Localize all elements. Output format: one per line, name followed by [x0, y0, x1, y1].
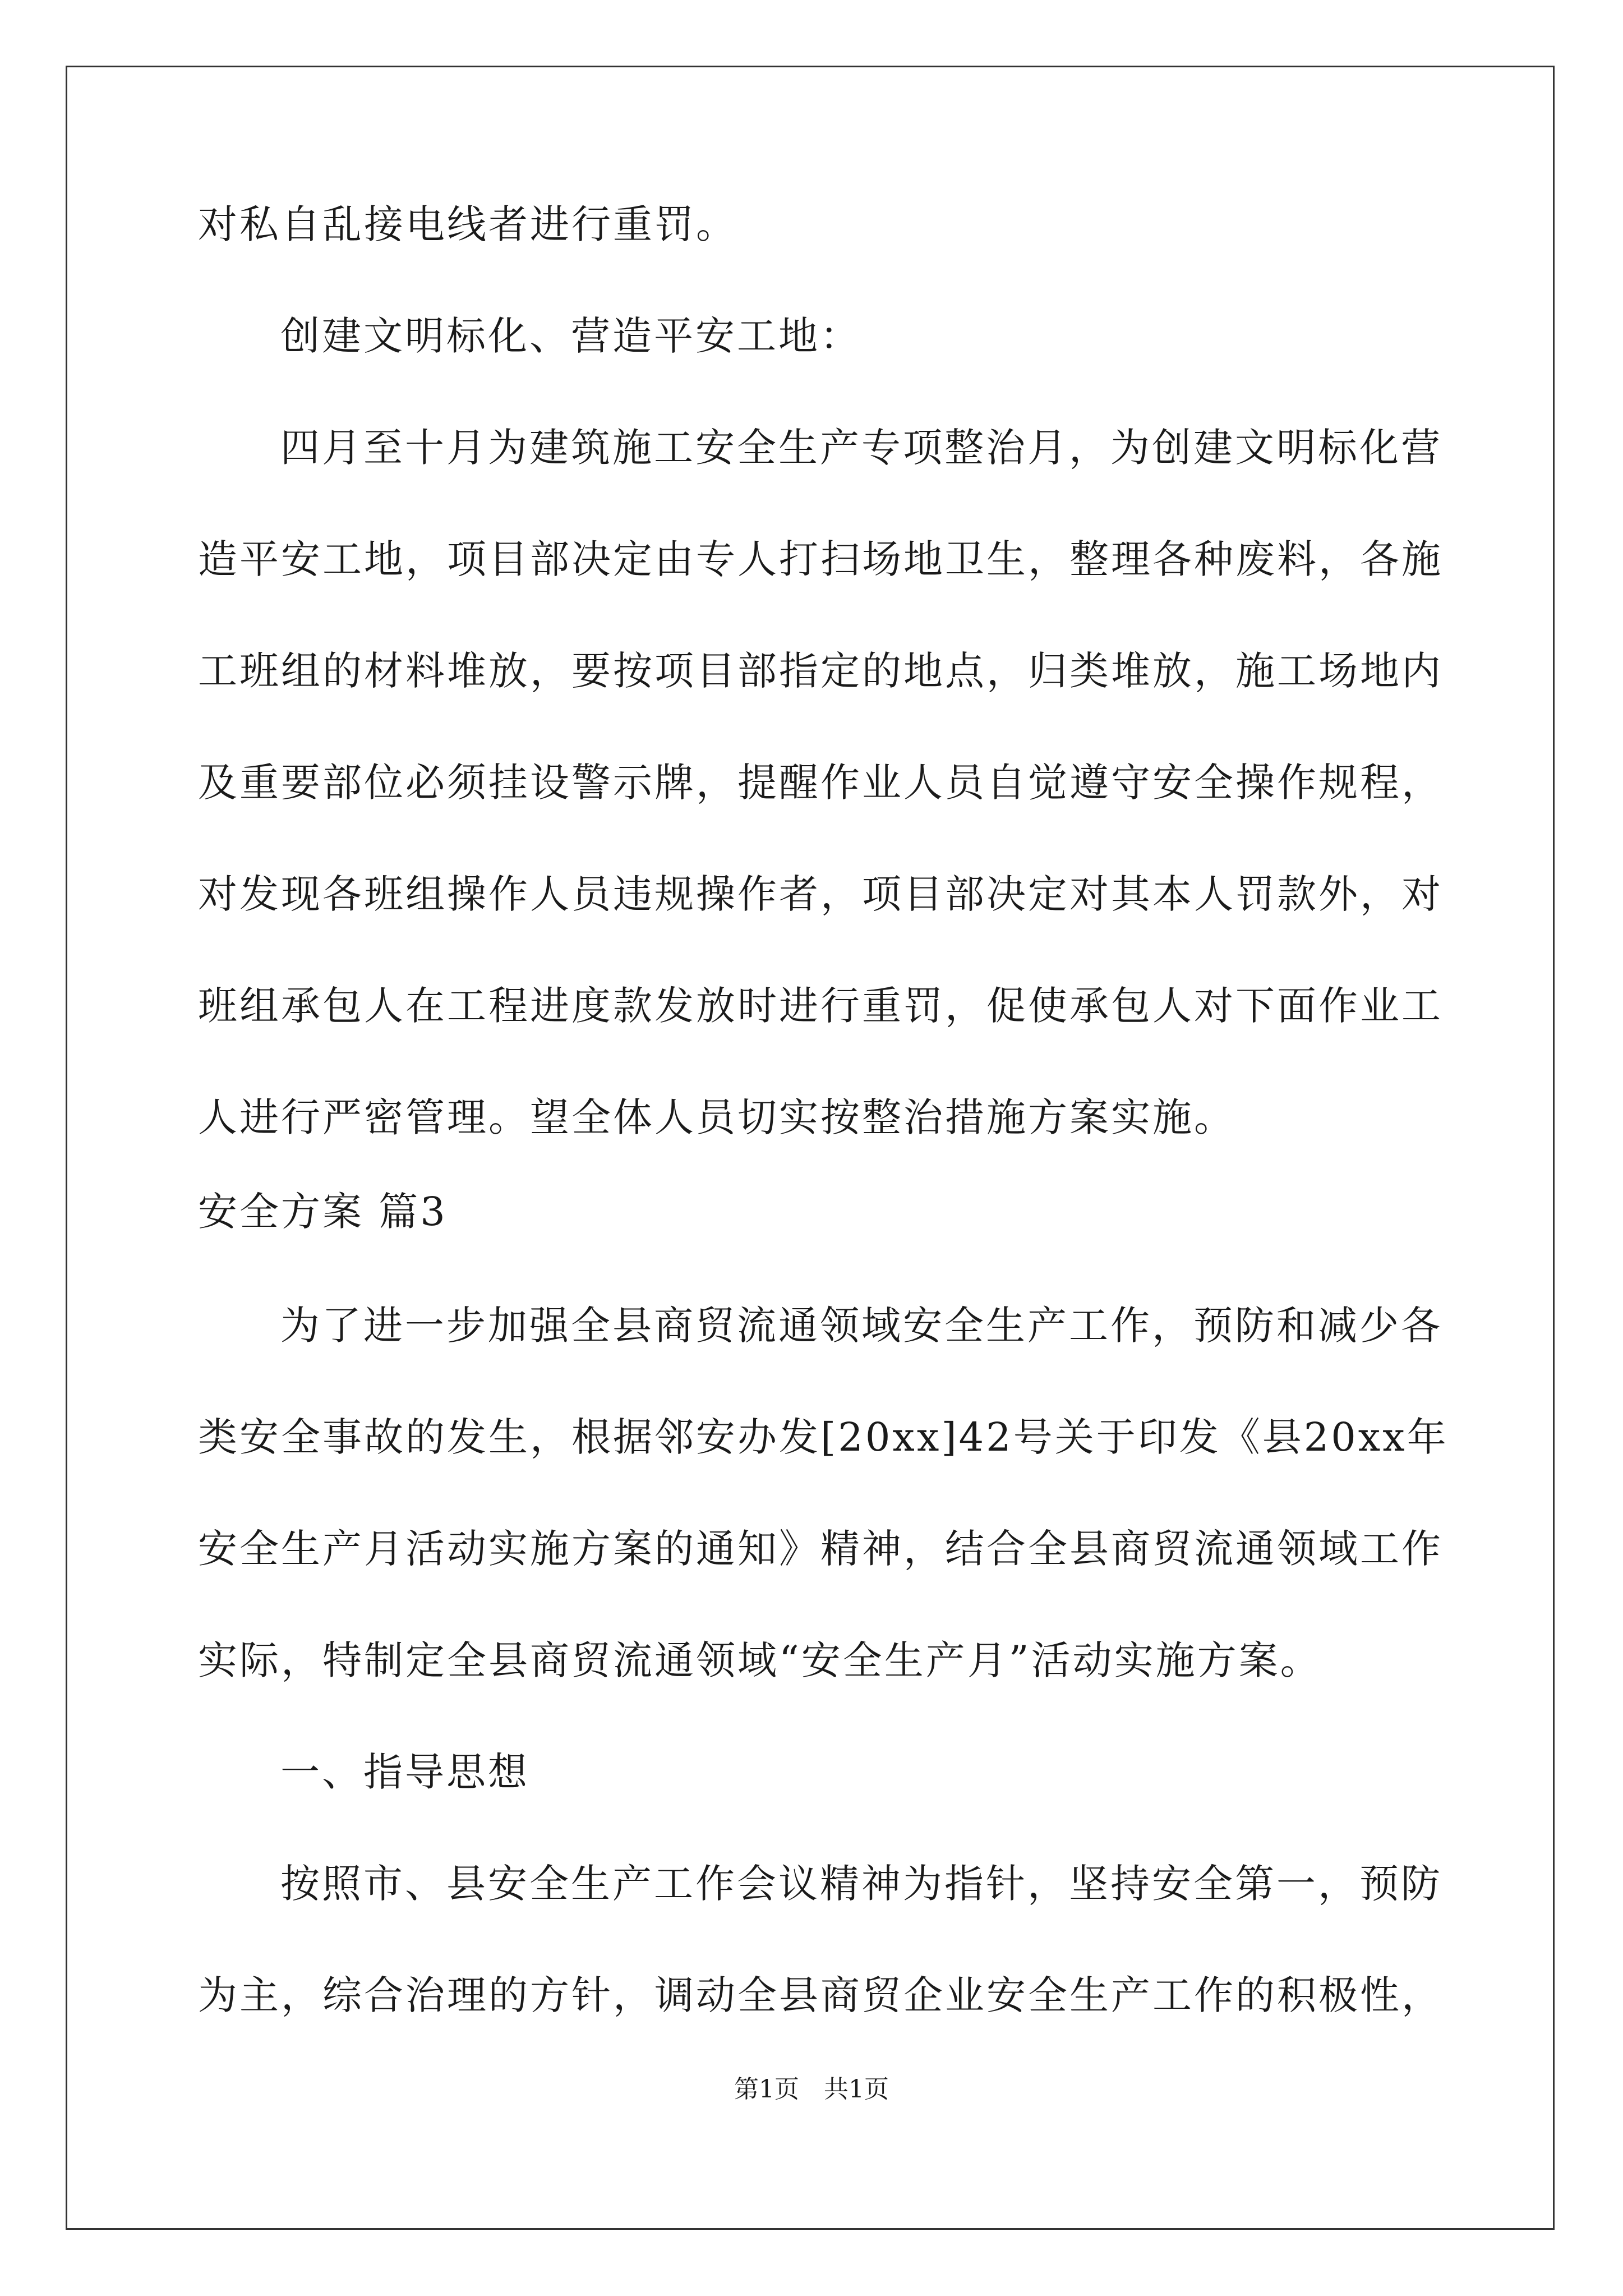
- paragraph-line: 四月至十月为建筑施工安全生产专项整治月，为创建文明标化营: [280, 425, 1442, 471]
- paragraph-line: 造平安工地，项目部决定由专人打扫场地卫生，整理各种废料，各施: [198, 536, 1443, 582]
- text-line: 对私自乱接电线者进行重罚。: [198, 201, 737, 247]
- paragraph-line: 人进行严密管理。望全体人员切实按整治措施方案实施。: [198, 1094, 1235, 1140]
- paragraph-line: 工班组的材料堆放，要按项目部指定的地点，归类堆放，施工场地内: [198, 648, 1443, 694]
- section-heading: 创建文明标化、营造平安工地：: [280, 313, 861, 359]
- article-title: 安全方案 篇3: [198, 1189, 448, 1235]
- paragraph-line: 安全生产月活动实施方案的通知》精神，结合全县商贸流通领域工作: [198, 1526, 1443, 1572]
- paragraph-line: 对发现各班组操作人员违规操作者，项目部决定对其本人罚款外，对: [198, 871, 1443, 917]
- paragraph-line: 为了进一步加强全县商贸流通领域安全生产工作，预防和减少各: [280, 1303, 1442, 1349]
- paragraph-line: 按照市、县安全生产工作会议精神为指针，坚持安全第一，预防: [280, 1861, 1442, 1907]
- paragraph-line: 类安全事故的发生，根据邻安办发[20xx]42号关于印发《县20xx年: [198, 1414, 1449, 1460]
- section-heading: 一、指导思想: [280, 1749, 529, 1795]
- paragraph-line: 班组承包人在工程进度款发放时进行重罚，促使承包人对下面作业工: [198, 983, 1443, 1029]
- paragraph-line: 实际，特制定全县商贸流通领域“安全生产月”活动实施方案。: [198, 1637, 1322, 1683]
- paragraph-line: 为主，综合治理的方针，调动全县商贸企业安全生产工作的积极性，: [198, 1972, 1443, 2018]
- paragraph-line: 及重要部位必须挂设警示牌，提醒作业人员自觉遵守安全操作规程，: [198, 760, 1443, 806]
- page-footer: 第1页 共1页: [734, 2075, 889, 2104]
